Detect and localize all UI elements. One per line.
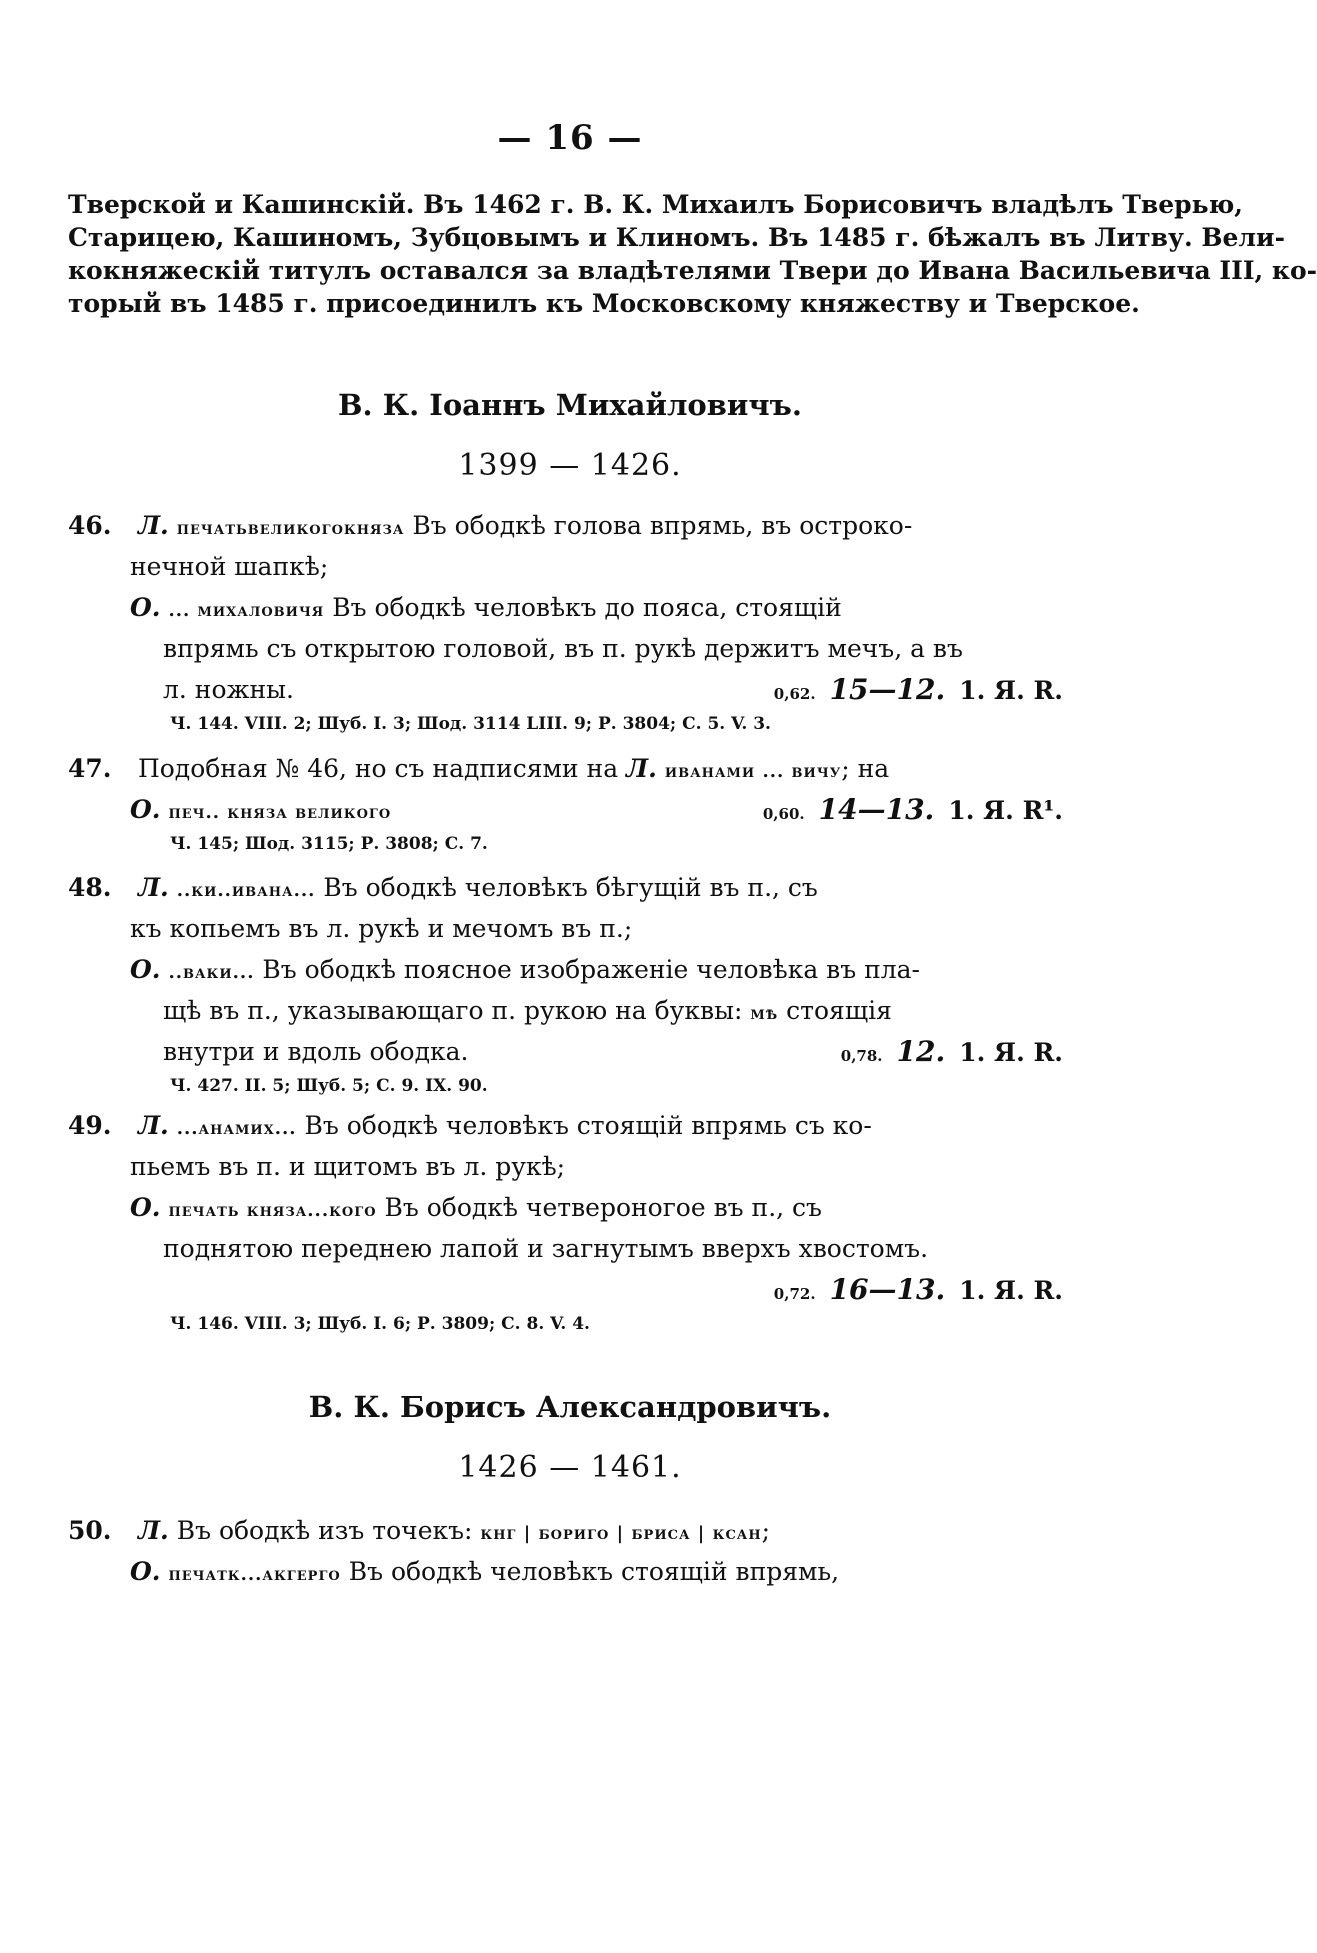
catalog-entry-49 <box>68 1105 1063 1338</box>
description-text: л. ножны. <box>163 675 294 704</box>
description-text: стоящія <box>786 996 892 1025</box>
grade: 1. Я. R. <box>959 676 1063 705</box>
page-number: — 16 — <box>497 118 643 158</box>
weight: 0,60. <box>762 805 805 823</box>
obverse-label: Л. <box>137 1111 169 1140</box>
legend-text: печать княза...кого <box>168 1200 377 1221</box>
legend-text: мѣ <box>750 1003 779 1024</box>
grade: 1. Я. R. <box>959 1276 1063 1305</box>
entry-number: 47. <box>68 754 112 783</box>
obverse-label: Л. <box>137 873 169 902</box>
references: Ч. 146. VIII. 3; Шуб. I. 6; Р. 3809; С. 8. V. 4. <box>170 1314 590 1334</box>
size: 16—13. <box>829 1273 946 1306</box>
description-text: Подобная № 46, но съ надписями на <box>137 754 619 783</box>
size: 15—12. <box>829 673 946 706</box>
references: Ч. 145; Шод. 3115; Р. 3808; С. 7. <box>170 834 488 854</box>
description-text: Въ ободкѣ человѣкъ стоящій впрямь, <box>348 1557 840 1586</box>
legend-text: печатьвеликогокняза <box>176 518 405 539</box>
section-years: 1399 — 1426. <box>458 448 682 483</box>
section-title: В. К. Іоаннъ Михайловичъ. <box>338 388 802 422</box>
catalog-entry-50 <box>68 1510 1063 1592</box>
size: 14—13. <box>818 793 935 826</box>
obverse-label: Л. <box>626 754 657 783</box>
intro-line: Тверской и Кашинскій. Въ 1462 г. В. К. Михаилъ Борисовичъ владѣлъ Тверью, <box>68 190 1243 219</box>
legend-text: кнг | бориго | бриса | ксан <box>480 1523 762 1544</box>
legend-text: ...анамих... <box>176 1118 297 1139</box>
description-text: щѣ въ п., указывающаго п. рукою на буквы: <box>163 996 743 1025</box>
reverse-label: О. <box>130 795 161 824</box>
section-years: 1426 — 1461. <box>458 1450 682 1485</box>
references: Ч. 144. VIII. 2; Шуб. I. 3; Шод. 3114 LIII. 9; Р. 3804; С. 5. V. 3. <box>170 714 771 734</box>
coin-meta <box>774 1269 1063 1315</box>
entry-number: 49. <box>68 1111 112 1140</box>
description-text: пьемъ въ п. и щитомъ въ л. рукѣ; <box>130 1152 566 1181</box>
legend-text: ..ки..ивана... <box>176 880 316 901</box>
legend-text: печ.. княза великого <box>168 802 392 823</box>
size: 12. <box>896 1035 946 1068</box>
entry-number: 48. <box>68 873 112 902</box>
intro-paragraph <box>68 188 1317 320</box>
reverse-label: О. <box>130 1557 161 1586</box>
description-text: ; <box>761 1516 771 1545</box>
description-text: ; на <box>841 754 890 783</box>
weight: 0,72. <box>773 1285 816 1303</box>
coin-meta <box>841 1031 1063 1077</box>
grade: 1. Я. R¹. <box>948 796 1063 825</box>
description-text: впрямь съ открытою головой, въ п. рукѣ держитъ мечъ, а въ <box>163 634 963 663</box>
description-text: нечной шапкѣ; <box>130 552 329 581</box>
obverse-label: Л. <box>137 511 169 540</box>
description-text: Въ ободкѣ голова впрямь, въ остроко- <box>412 511 913 540</box>
description-text: Въ ободкѣ изъ точекъ: <box>176 1516 473 1545</box>
legend-text: иванами ... вичу <box>664 761 842 782</box>
entry-number: 46. <box>68 511 112 540</box>
legend-text: ... михаловичя <box>168 600 325 621</box>
description-text: къ копьемъ въ л. рукѣ и мечомъ въ п.; <box>130 914 633 943</box>
weight: 0,62. <box>773 685 816 703</box>
grade: 1. Я. R. <box>959 1038 1063 1067</box>
reverse-label: О. <box>130 955 161 984</box>
description-text: Въ ободкѣ четвероногое въ п., съ <box>384 1193 822 1222</box>
intro-line: кокняжескій титулъ оставался за владѣтелями Твери до Ивана Васильевича III, ко- <box>68 256 1317 285</box>
catalog-entry-46 <box>68 505 1063 738</box>
description-text: поднятою переднею лапой и загнутымъ вверхъ хвостомъ. <box>163 1234 929 1263</box>
description-text: Въ ободкѣ поясное изображеніе человѣка въ пла- <box>262 955 920 984</box>
legend-text: ..ваки... <box>168 962 255 983</box>
description-text: внутри и вдоль ободка. <box>163 1037 469 1066</box>
intro-line: Старицею, Кашиномъ, Зубцовымъ и Клиномъ. Въ 1485 г. бѣжалъ въ Литву. Вели- <box>68 223 1285 252</box>
description-text: Въ ободкѣ человѣкъ до пояса, стоящій <box>332 593 842 622</box>
catalog-entry-47 <box>68 748 1063 858</box>
weight: 0,78. <box>840 1047 883 1065</box>
entry-number: 50. <box>68 1516 112 1545</box>
reverse-label: О. <box>130 593 161 622</box>
obverse-label: Л. <box>137 1516 169 1545</box>
references: Ч. 427. II. 5; Шуб. 5; С. 9. IX. 90. <box>170 1076 488 1096</box>
description-text: Въ ободкѣ человѣкъ бѣгущій въ п., съ <box>323 873 818 902</box>
intro-line: торый въ 1485 г. присоединилъ къ Московскому княжеству и Тверское. <box>68 289 1140 318</box>
description-text: Въ ободкѣ человѣкъ стоящій впрямь съ ко- <box>304 1111 872 1140</box>
section-title: В. К. Борисъ Александровичъ. <box>308 1390 832 1424</box>
catalog-entry-48 <box>68 867 1063 1100</box>
legend-text: печатк...акгерго <box>168 1564 341 1585</box>
coin-meta <box>763 789 1063 835</box>
coin-meta <box>774 669 1063 715</box>
reverse-label: О. <box>130 1193 161 1222</box>
